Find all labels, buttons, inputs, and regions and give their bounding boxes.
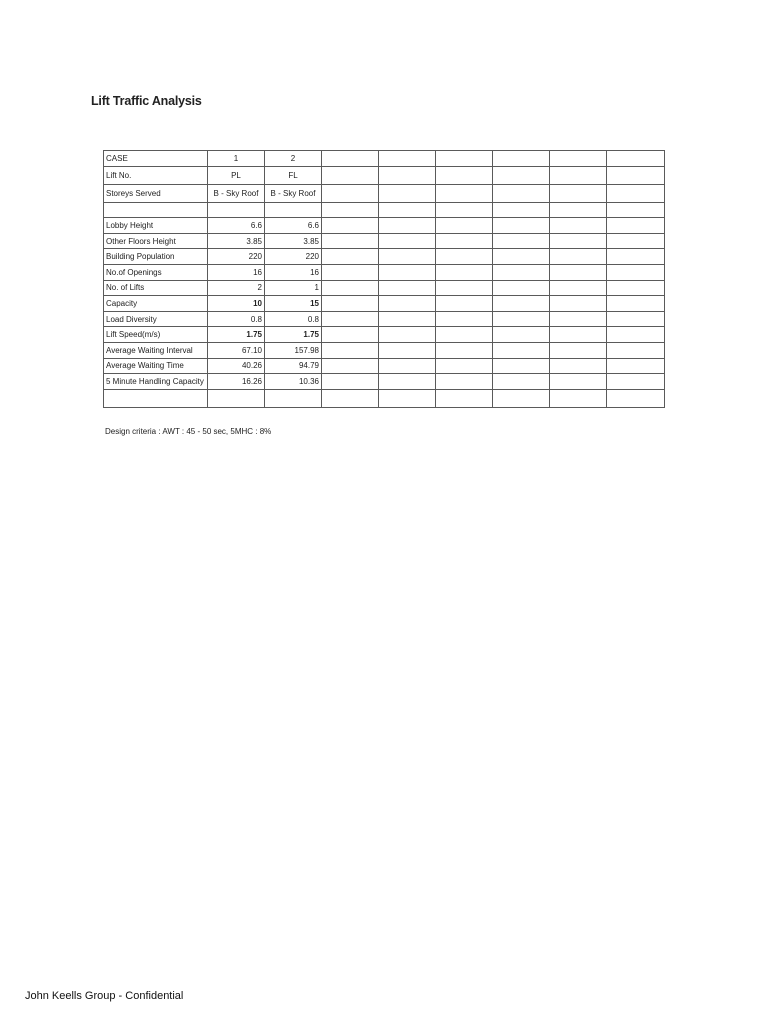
empty-cell bbox=[493, 327, 550, 343]
empty-cell bbox=[550, 249, 607, 265]
empty-cell bbox=[550, 184, 607, 202]
case-2-value: 94.79 bbox=[265, 358, 322, 374]
empty-cell bbox=[493, 296, 550, 312]
empty-cell bbox=[322, 218, 379, 234]
empty-cell bbox=[436, 249, 493, 265]
case-2-value: 0.8 bbox=[265, 311, 322, 327]
empty-cell bbox=[493, 280, 550, 296]
empty-cell bbox=[607, 342, 665, 358]
table-row-storeys-served bbox=[104, 184, 665, 202]
empty-cell bbox=[379, 280, 436, 296]
empty-cell bbox=[607, 202, 665, 218]
table-row-lift-speed bbox=[104, 327, 665, 343]
empty-cell bbox=[436, 296, 493, 312]
table-row-case bbox=[104, 151, 665, 167]
empty-cell bbox=[607, 184, 665, 202]
empty-cell bbox=[607, 249, 665, 265]
empty-cell bbox=[436, 184, 493, 202]
case-1-value: 1 bbox=[208, 151, 265, 167]
empty-cell bbox=[493, 218, 550, 234]
empty-cell bbox=[607, 233, 665, 249]
empty-cell bbox=[493, 249, 550, 265]
table-row-lobby-height bbox=[104, 218, 665, 234]
empty-cell bbox=[607, 218, 665, 234]
empty-cell bbox=[322, 184, 379, 202]
empty-cell bbox=[379, 342, 436, 358]
empty-cell bbox=[322, 166, 379, 184]
empty-cell bbox=[322, 280, 379, 296]
empty-cell bbox=[550, 296, 607, 312]
empty-cell bbox=[436, 233, 493, 249]
empty-cell bbox=[322, 358, 379, 374]
empty-cell bbox=[436, 264, 493, 280]
case-1-value: 6.6 bbox=[208, 218, 265, 234]
table-row-spacer bbox=[104, 202, 665, 218]
row-label: Lobby Height bbox=[104, 218, 208, 234]
row-label: Storeys Served bbox=[104, 184, 208, 202]
row-label: Load Diversity bbox=[104, 311, 208, 327]
case-2-value bbox=[265, 202, 322, 218]
empty-cell bbox=[607, 358, 665, 374]
empty-cell bbox=[436, 311, 493, 327]
row-label: CASE bbox=[104, 151, 208, 167]
empty-cell bbox=[493, 358, 550, 374]
case-1-value: 16.26 bbox=[208, 374, 265, 390]
case-1-value: 16 bbox=[208, 264, 265, 280]
empty-cell bbox=[322, 151, 379, 167]
case-1-value bbox=[208, 202, 265, 218]
empty-cell bbox=[322, 249, 379, 265]
empty-cell bbox=[550, 264, 607, 280]
case-2-value: B - Sky Roof bbox=[265, 184, 322, 202]
case-1-value: 67.10 bbox=[208, 342, 265, 358]
empty-cell bbox=[322, 342, 379, 358]
row-label bbox=[104, 202, 208, 218]
empty-cell bbox=[550, 311, 607, 327]
empty-cell bbox=[322, 296, 379, 312]
empty-cell bbox=[493, 202, 550, 218]
case-1-value: 3.85 bbox=[208, 233, 265, 249]
empty-cell bbox=[550, 358, 607, 374]
case-1-value: 220 bbox=[208, 249, 265, 265]
empty-cell bbox=[493, 342, 550, 358]
case-2-value bbox=[265, 389, 322, 407]
empty-cell bbox=[550, 374, 607, 390]
empty-cell bbox=[493, 311, 550, 327]
empty-cell bbox=[550, 233, 607, 249]
empty-cell bbox=[550, 280, 607, 296]
row-label: 5 Minute Handling Capacity bbox=[104, 374, 208, 390]
case-2-value: 157.98 bbox=[265, 342, 322, 358]
empty-cell bbox=[550, 166, 607, 184]
empty-cell bbox=[436, 342, 493, 358]
empty-cell bbox=[607, 389, 665, 407]
lift-traffic-table bbox=[103, 150, 665, 408]
empty-cell bbox=[322, 264, 379, 280]
empty-cell bbox=[550, 218, 607, 234]
empty-cell bbox=[436, 327, 493, 343]
empty-cell bbox=[379, 218, 436, 234]
empty-cell bbox=[550, 389, 607, 407]
case-2-value: FL bbox=[265, 166, 322, 184]
page-title: Lift Traffic Analysis bbox=[91, 94, 202, 108]
empty-cell bbox=[607, 311, 665, 327]
empty-cell bbox=[379, 264, 436, 280]
empty-cell bbox=[493, 233, 550, 249]
row-label: Building Population bbox=[104, 249, 208, 265]
empty-cell bbox=[379, 166, 436, 184]
empty-cell bbox=[379, 389, 436, 407]
row-label: No. of Lifts bbox=[104, 280, 208, 296]
empty-cell bbox=[607, 166, 665, 184]
table-row-lift-no bbox=[104, 166, 665, 184]
empty-cell bbox=[493, 264, 550, 280]
empty-cell bbox=[379, 296, 436, 312]
empty-cell bbox=[436, 280, 493, 296]
empty-cell bbox=[379, 374, 436, 390]
table-row-capacity bbox=[104, 296, 665, 312]
case-1-value: 10 bbox=[208, 296, 265, 312]
row-label: Other Floors Height bbox=[104, 233, 208, 249]
empty-cell bbox=[379, 233, 436, 249]
empty-cell bbox=[322, 374, 379, 390]
empty-cell bbox=[493, 184, 550, 202]
row-label: No.of Openings bbox=[104, 264, 208, 280]
empty-cell bbox=[379, 151, 436, 167]
case-1-value: 2 bbox=[208, 280, 265, 296]
case-1-value: B - Sky Roof bbox=[208, 184, 265, 202]
case-2-value: 6.6 bbox=[265, 218, 322, 234]
case-1-value: 40.26 bbox=[208, 358, 265, 374]
empty-cell bbox=[493, 166, 550, 184]
case-2-value: 15 bbox=[265, 296, 322, 312]
case-1-value: 1.75 bbox=[208, 327, 265, 343]
table-row-avg-waiting-interval bbox=[104, 342, 665, 358]
empty-cell bbox=[322, 233, 379, 249]
case-2-value: 1 bbox=[265, 280, 322, 296]
empty-cell bbox=[322, 389, 379, 407]
empty-cell bbox=[379, 327, 436, 343]
case-2-value: 3.85 bbox=[265, 233, 322, 249]
empty-cell bbox=[436, 389, 493, 407]
empty-cell bbox=[436, 166, 493, 184]
empty-cell bbox=[493, 151, 550, 167]
empty-cell bbox=[607, 374, 665, 390]
empty-cell bbox=[322, 311, 379, 327]
empty-cell bbox=[550, 202, 607, 218]
table-row-load-diversity bbox=[104, 311, 665, 327]
empty-cell bbox=[436, 151, 493, 167]
row-label: Lift No. bbox=[104, 166, 208, 184]
table-row-handling-capacity bbox=[104, 374, 665, 390]
empty-cell bbox=[436, 202, 493, 218]
case-1-value bbox=[208, 389, 265, 407]
table-row-avg-waiting-time bbox=[104, 358, 665, 374]
case-2-value: 16 bbox=[265, 264, 322, 280]
table-row-openings bbox=[104, 264, 665, 280]
design-criteria-note: Design criteria : AWT : 45 - 50 sec, 5MHC : 8% bbox=[105, 427, 272, 436]
row-label: Capacity bbox=[104, 296, 208, 312]
empty-cell bbox=[436, 218, 493, 234]
empty-cell bbox=[379, 358, 436, 374]
table-row-other-floors-height bbox=[104, 233, 665, 249]
table-row-blank bbox=[104, 389, 665, 407]
empty-cell bbox=[322, 202, 379, 218]
empty-cell bbox=[607, 296, 665, 312]
empty-cell bbox=[379, 202, 436, 218]
empty-cell bbox=[436, 374, 493, 390]
empty-cell bbox=[607, 280, 665, 296]
empty-cell bbox=[493, 389, 550, 407]
empty-cell bbox=[607, 327, 665, 343]
row-label bbox=[104, 389, 208, 407]
empty-cell bbox=[379, 311, 436, 327]
row-label: Average Waiting Interval bbox=[104, 342, 208, 358]
empty-cell bbox=[322, 327, 379, 343]
table-row-lifts bbox=[104, 280, 665, 296]
case-2-value: 2 bbox=[265, 151, 322, 167]
empty-cell bbox=[379, 184, 436, 202]
empty-cell bbox=[550, 327, 607, 343]
empty-cell bbox=[379, 249, 436, 265]
case-1-value: PL bbox=[208, 166, 265, 184]
row-label: Average Waiting Time bbox=[104, 358, 208, 374]
case-2-value: 220 bbox=[265, 249, 322, 265]
empty-cell bbox=[436, 358, 493, 374]
empty-cell bbox=[550, 342, 607, 358]
case-2-value: 1.75 bbox=[265, 327, 322, 343]
empty-cell bbox=[607, 151, 665, 167]
row-label: Lift Speed(m/s) bbox=[104, 327, 208, 343]
empty-cell bbox=[493, 374, 550, 390]
empty-cell bbox=[607, 264, 665, 280]
confidential-footer: John Keells Group - Confidential bbox=[25, 990, 184, 1002]
table-row-building-population bbox=[104, 249, 665, 265]
empty-cell bbox=[550, 151, 607, 167]
case-1-value: 0.8 bbox=[208, 311, 265, 327]
case-2-value: 10.36 bbox=[265, 374, 322, 390]
